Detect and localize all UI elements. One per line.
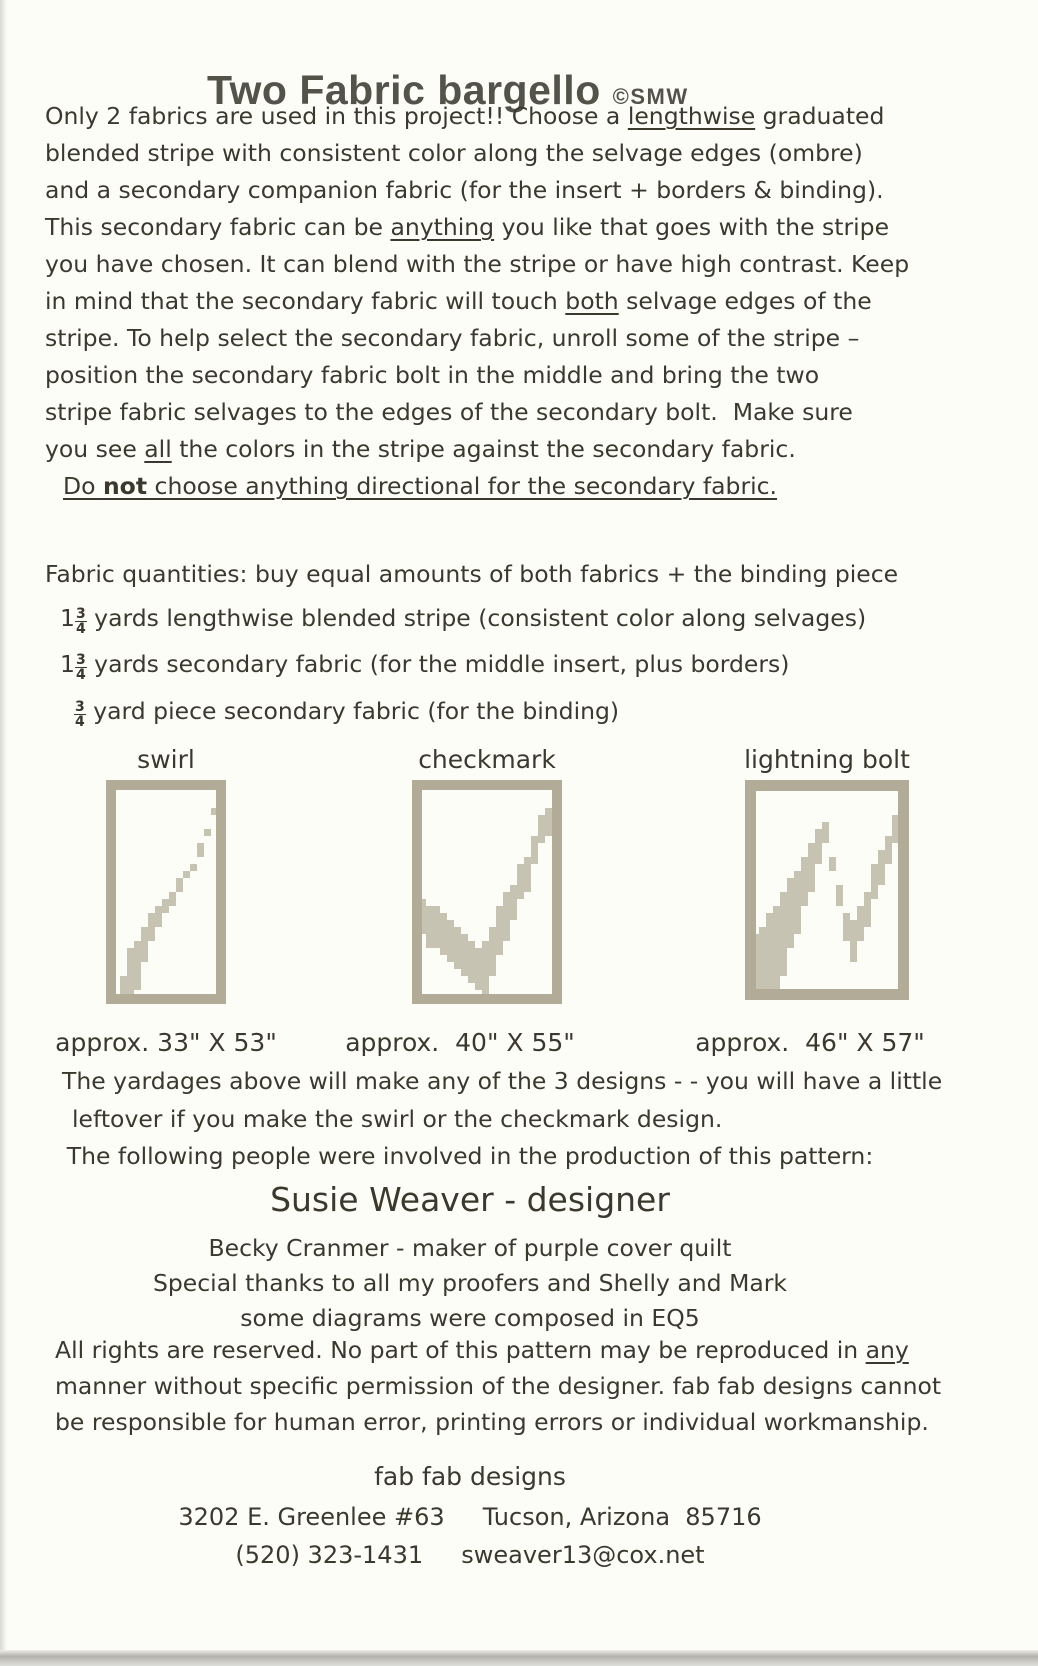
intro-warning-line: Do not choose anything directional for the secondary fabric. xyxy=(63,472,778,500)
intro-line: position the secondary fabric bolt in the middle and bring the two xyxy=(45,361,820,389)
design-size-caption: approx. 40" X 55" xyxy=(345,1028,575,1057)
design-size-caption: approx. 33" X 53" xyxy=(55,1028,277,1057)
company-name: fab fab designs xyxy=(374,1462,566,1491)
design-lightning-bolt xyxy=(697,742,957,1000)
rights-statement xyxy=(55,1332,941,1440)
rights-line: manner without specific permission of the designer. fab fab designs cannot xyxy=(55,1372,942,1400)
fraction xyxy=(75,653,87,682)
copyright-mark: ©SMW xyxy=(612,84,689,110)
rights-line: All rights are reserved. No part of this pattern may be reproduced in any xyxy=(55,1336,909,1364)
design-label: checkmark xyxy=(418,745,556,774)
quantity-item xyxy=(60,604,866,636)
lightning-bolt-design-image xyxy=(745,780,909,1000)
intro-line: This secondary fabric can be anything you like that goes with the stripe xyxy=(45,213,890,241)
yardage-note-line: leftover if you make the swirl or the checkmark design. xyxy=(72,1105,723,1133)
fraction-denominator: 4 xyxy=(75,714,85,730)
intro-line: you have chosen. It can blend with the stripe or have high contrast. Keep xyxy=(45,250,910,278)
fraction xyxy=(74,700,86,729)
checkmark-design-image xyxy=(412,780,562,1004)
design-size-caption: approx. 46" X 57" xyxy=(695,1028,925,1057)
intro-line: Only 2 fabrics are used in this project!! Choose a lengthwise graduated xyxy=(45,102,885,130)
credits-block xyxy=(0,1142,940,1336)
fraction-numerator: 3 xyxy=(75,606,86,622)
fraction xyxy=(75,607,87,636)
intro-line: in mind that the secondary fabric will touch both selvage edges of the xyxy=(45,287,872,315)
bargello-band xyxy=(120,787,225,1004)
intro-line: blended stripe with consistent color along the selvage edges (ombre) xyxy=(45,139,863,167)
fraction-denominator: 4 xyxy=(75,621,86,637)
bargello-band xyxy=(419,787,559,997)
credits-line: Special thanks to all my proofers and Shelly and Mark xyxy=(152,1269,788,1297)
quantity-text: yards lengthwise blended stripe (consistent color along selvages) xyxy=(86,604,867,632)
page-title-text: Two Fabric bargello xyxy=(207,67,601,114)
scan-edge-bottom xyxy=(0,1650,1038,1666)
company-address: 3202 E. Greenlee #63 Tucson, Arizona 85716 xyxy=(178,1503,762,1531)
publisher-footer xyxy=(0,1462,940,1569)
swirl-design-image xyxy=(106,780,226,1004)
quantity-whole: 1 xyxy=(60,604,75,632)
design-label: lightning bolt xyxy=(744,745,910,774)
design-label: swirl xyxy=(137,745,195,774)
fraction-numerator: 3 xyxy=(75,699,85,715)
scan-edge-left xyxy=(0,0,7,1666)
quantity-text: yards secondary fabric (for the middle insert, plus borders) xyxy=(86,650,790,678)
design-checkmark xyxy=(357,742,617,1004)
intro-line: stripe. To help select the secondary fabric, unroll some of the stripe – xyxy=(45,324,860,352)
yardage-note xyxy=(62,1062,942,1138)
intro-line: you see all the colors in the stripe against the secondary fabric. xyxy=(45,435,796,463)
credits-line: Becky Cranmer - maker of purple cover quilt xyxy=(208,1234,732,1262)
design-swirl xyxy=(36,742,296,1004)
company-contact: (520) 323-1431 sweaver13@cox.net xyxy=(235,1541,705,1569)
intro-line: and a secondary companion fabric (for the insert + borders & binding). xyxy=(45,176,884,204)
fraction-denominator: 4 xyxy=(75,667,86,683)
quantity-text: yard piece secondary fabric (for the binding) xyxy=(85,697,620,725)
rights-line: be responsible for human error, printing errors or individual workmanship. xyxy=(55,1408,929,1436)
credits-line: some diagrams were composed in EQ5 xyxy=(240,1304,700,1332)
credits-designer: Susie Weaver - designer xyxy=(270,1180,670,1219)
intro-paragraph xyxy=(45,98,909,505)
bargello-band xyxy=(745,787,906,997)
intro-line: stripe fabric selvages to the edges of the secondary bolt. Make sure xyxy=(45,398,853,426)
fraction-numerator: 3 xyxy=(75,652,86,668)
credits-intro: The following people were involved in the production of this pattern: xyxy=(66,1142,874,1170)
quantity-item xyxy=(74,697,619,729)
quantity-item xyxy=(60,650,789,682)
yardage-note-line: The yardages above will make any of the 3 designs - - you will have a little xyxy=(62,1067,943,1095)
quantity-whole: 1 xyxy=(60,650,75,678)
fabric-quantities-heading: Fabric quantities: buy equal amounts of both fabrics + the binding piece xyxy=(45,560,899,588)
